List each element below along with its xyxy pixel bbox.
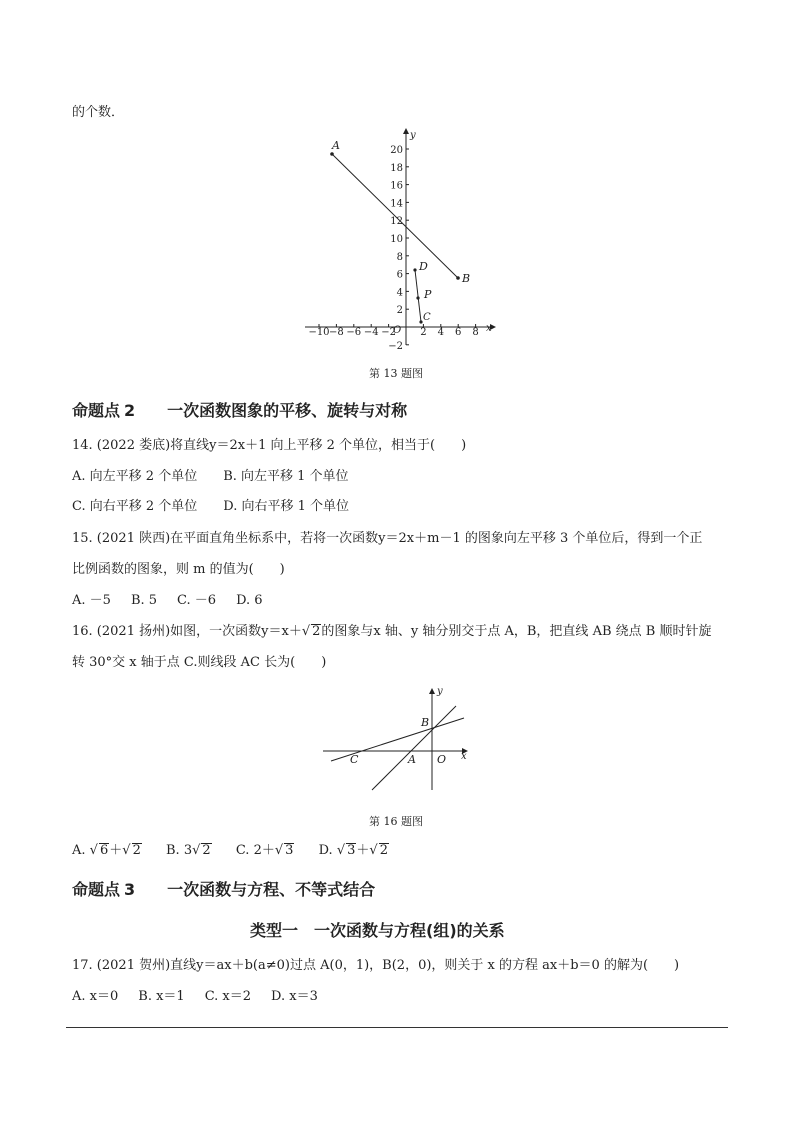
fig13-x-tick-label: −8	[329, 327, 344, 338]
q16-option-c-text: 2＋	[253, 843, 275, 858]
fig13-y-tick-label: 8	[396, 251, 403, 263]
fig13-y-tick-label: 4	[396, 287, 403, 299]
q17-option-a[interactable]: A. x＝0	[72, 989, 119, 1004]
fig13-x-tick-label: 2	[420, 327, 427, 338]
q16-line1-b: 的图象与x 轴、y 轴分别交于点 A，B，把直线 AB 绕点 B 顺时针旋	[321, 624, 712, 639]
fig13-label-d: D	[419, 260, 428, 273]
q15-option-b[interactable]: B. 5	[130, 593, 158, 608]
q16-option-d-plus: ＋	[356, 843, 370, 858]
fig16-label-o: O	[437, 753, 447, 766]
fig13-x-tick-label: 4	[437, 327, 444, 338]
q16-line1-a: 16. (2021 扬州)如图，一次函数y＝x＋	[72, 624, 302, 639]
q15-option-c[interactable]: C. －6	[177, 593, 217, 608]
q16-option-a[interactable]: A. √ 6＋√ 2	[72, 843, 141, 858]
fig16-line-ab	[372, 706, 456, 790]
section2-title: 一次函数图象的平移、旋转与对称	[167, 401, 408, 420]
subheading-type1: 类型一 一次函数与方程(组)的关系	[250, 921, 505, 940]
fig13-y-tick-label: 14	[390, 198, 403, 210]
fig13-x-tick-label: −6	[346, 327, 362, 338]
fig13-y-label: y	[410, 130, 416, 141]
fig16-caption: 第 16 题图	[369, 815, 423, 828]
q16-option-d-radicand1: 3	[347, 843, 356, 858]
q15-line1: 15. (2021 陕西)在平面直角坐标系中，若将一次函数y＝2x＋m－1 的图象向左平移 3 个单位后，得到一个正	[72, 531, 703, 546]
q16-options	[72, 842, 409, 860]
q16-line1: 16. (2021 扬州)如图，一次函数y＝x＋√ 2的图象与x 轴、y 轴分别交于点 A，B，把直线 AB 绕点 B 顺时针旋	[72, 624, 712, 639]
fig16-label-b: B	[421, 716, 430, 729]
q15-option-a[interactable]: A. －5	[72, 593, 111, 608]
q16-option-c-radicand: 3	[285, 843, 294, 858]
fig16-x-label: x	[461, 751, 467, 762]
section3-number: 3	[124, 880, 136, 899]
fig13-y-tick-label: −2	[388, 340, 403, 352]
fig13-y-tick-label: 2	[396, 305, 403, 317]
q16-option-d[interactable]: D. √ 3＋√ 2	[318, 843, 388, 858]
q16-option-b[interactable]: B. 3√ 2	[165, 843, 211, 858]
fig13-y-tick-label: 20	[390, 145, 403, 156]
fig13-x-tick-label: 6	[455, 327, 462, 338]
q14-option-d[interactable]: D. 向右平移 1 个单位	[223, 499, 350, 514]
q16-option-b-radicand: 2	[202, 843, 211, 858]
q16-option-a-label: A.	[72, 843, 86, 858]
q16-option-a-plus: ＋	[109, 843, 123, 858]
fig13-x-label: x	[486, 323, 492, 334]
q16-option-c-label: C.	[235, 843, 250, 858]
q16-option-d-label: D.	[318, 843, 333, 858]
q17-option-d[interactable]: D. x＝3	[271, 989, 318, 1004]
fig16-y-label: y	[437, 686, 443, 697]
q14-option-b[interactable]: B. 向左平移 1 个单位	[223, 469, 349, 484]
fig13-label-a: A	[332, 139, 340, 152]
fig16-label-c: C	[350, 753, 359, 766]
q17-option-c[interactable]: C. x＝2	[204, 989, 252, 1004]
fig13-label-p: P	[424, 288, 432, 301]
q16-option-d-radicand2: 2	[379, 843, 388, 858]
fig13-x-tick-label: −10	[308, 327, 330, 338]
section3-heading	[72, 877, 375, 900]
fig13-y-tick-label: 18	[390, 162, 403, 174]
fig13-caption: 第 13 题图	[369, 367, 423, 380]
q16-option-a-radicand1: 6	[99, 843, 109, 858]
fig13-origin-label: O	[393, 325, 402, 336]
q16-line1-radicand: 2	[312, 624, 321, 639]
q16-option-c[interactable]: C. 2＋√ 3	[235, 843, 294, 858]
q16-option-b-coef: 3	[183, 843, 193, 858]
section3-title: 一次函数与方程、不等式结合	[167, 880, 376, 899]
footer-rule	[66, 1027, 728, 1028]
section2-number: 2	[124, 401, 136, 420]
fig13-label-c: C	[423, 312, 431, 323]
q14-stem: 14. (2022 娄底)将直线y＝2x＋1 向上平移 2 个单位，相当于( )	[72, 438, 467, 453]
fig13-x-tick-label: −2	[381, 327, 396, 338]
fig13-label-b: B	[462, 272, 471, 285]
q17-option-b[interactable]: B. x＝1	[138, 989, 185, 1004]
fig16-y-arrow	[429, 688, 435, 694]
q14-option-c[interactable]: C. 向右平移 2 个单位	[72, 499, 198, 514]
q16-option-a-radicand2: 2	[132, 843, 141, 858]
q16-line2: 转 30°交 x 轴于点 C.则线段 AC 长为( )	[72, 655, 327, 670]
section3-label: 命题点	[72, 880, 121, 899]
q15-option-d[interactable]: D. 6	[236, 593, 263, 608]
section2-label: 命题点	[72, 401, 121, 420]
q15-line2: 比例函数的图象，则 m 的值为( )	[72, 562, 285, 577]
fig13-y-tick-label: 10	[390, 234, 403, 245]
fig16-label-a: A	[408, 753, 416, 766]
intro-text: 的个数．	[72, 105, 125, 120]
q16-option-b-label: B.	[165, 843, 180, 858]
q17-options	[72, 988, 338, 1006]
fig13-x-tick-label: −4	[363, 327, 379, 338]
fig13-y-tick-label: 12	[390, 216, 403, 228]
q17-stem: 17. (2021 贺州)直线y＝ax＋b(a≠0)过点 A(0，1)，B(2，0)，则关于 x 的方程 ax＋b＝0 的解为( )	[72, 958, 680, 973]
q14-option-a[interactable]: A. 向左平移 2 个单位	[72, 469, 198, 484]
fig13-x-tick-label: 8	[472, 327, 479, 338]
fig13-y-tick-label: 16	[390, 180, 403, 192]
fig13-y-tick-label: 6	[396, 269, 403, 281]
